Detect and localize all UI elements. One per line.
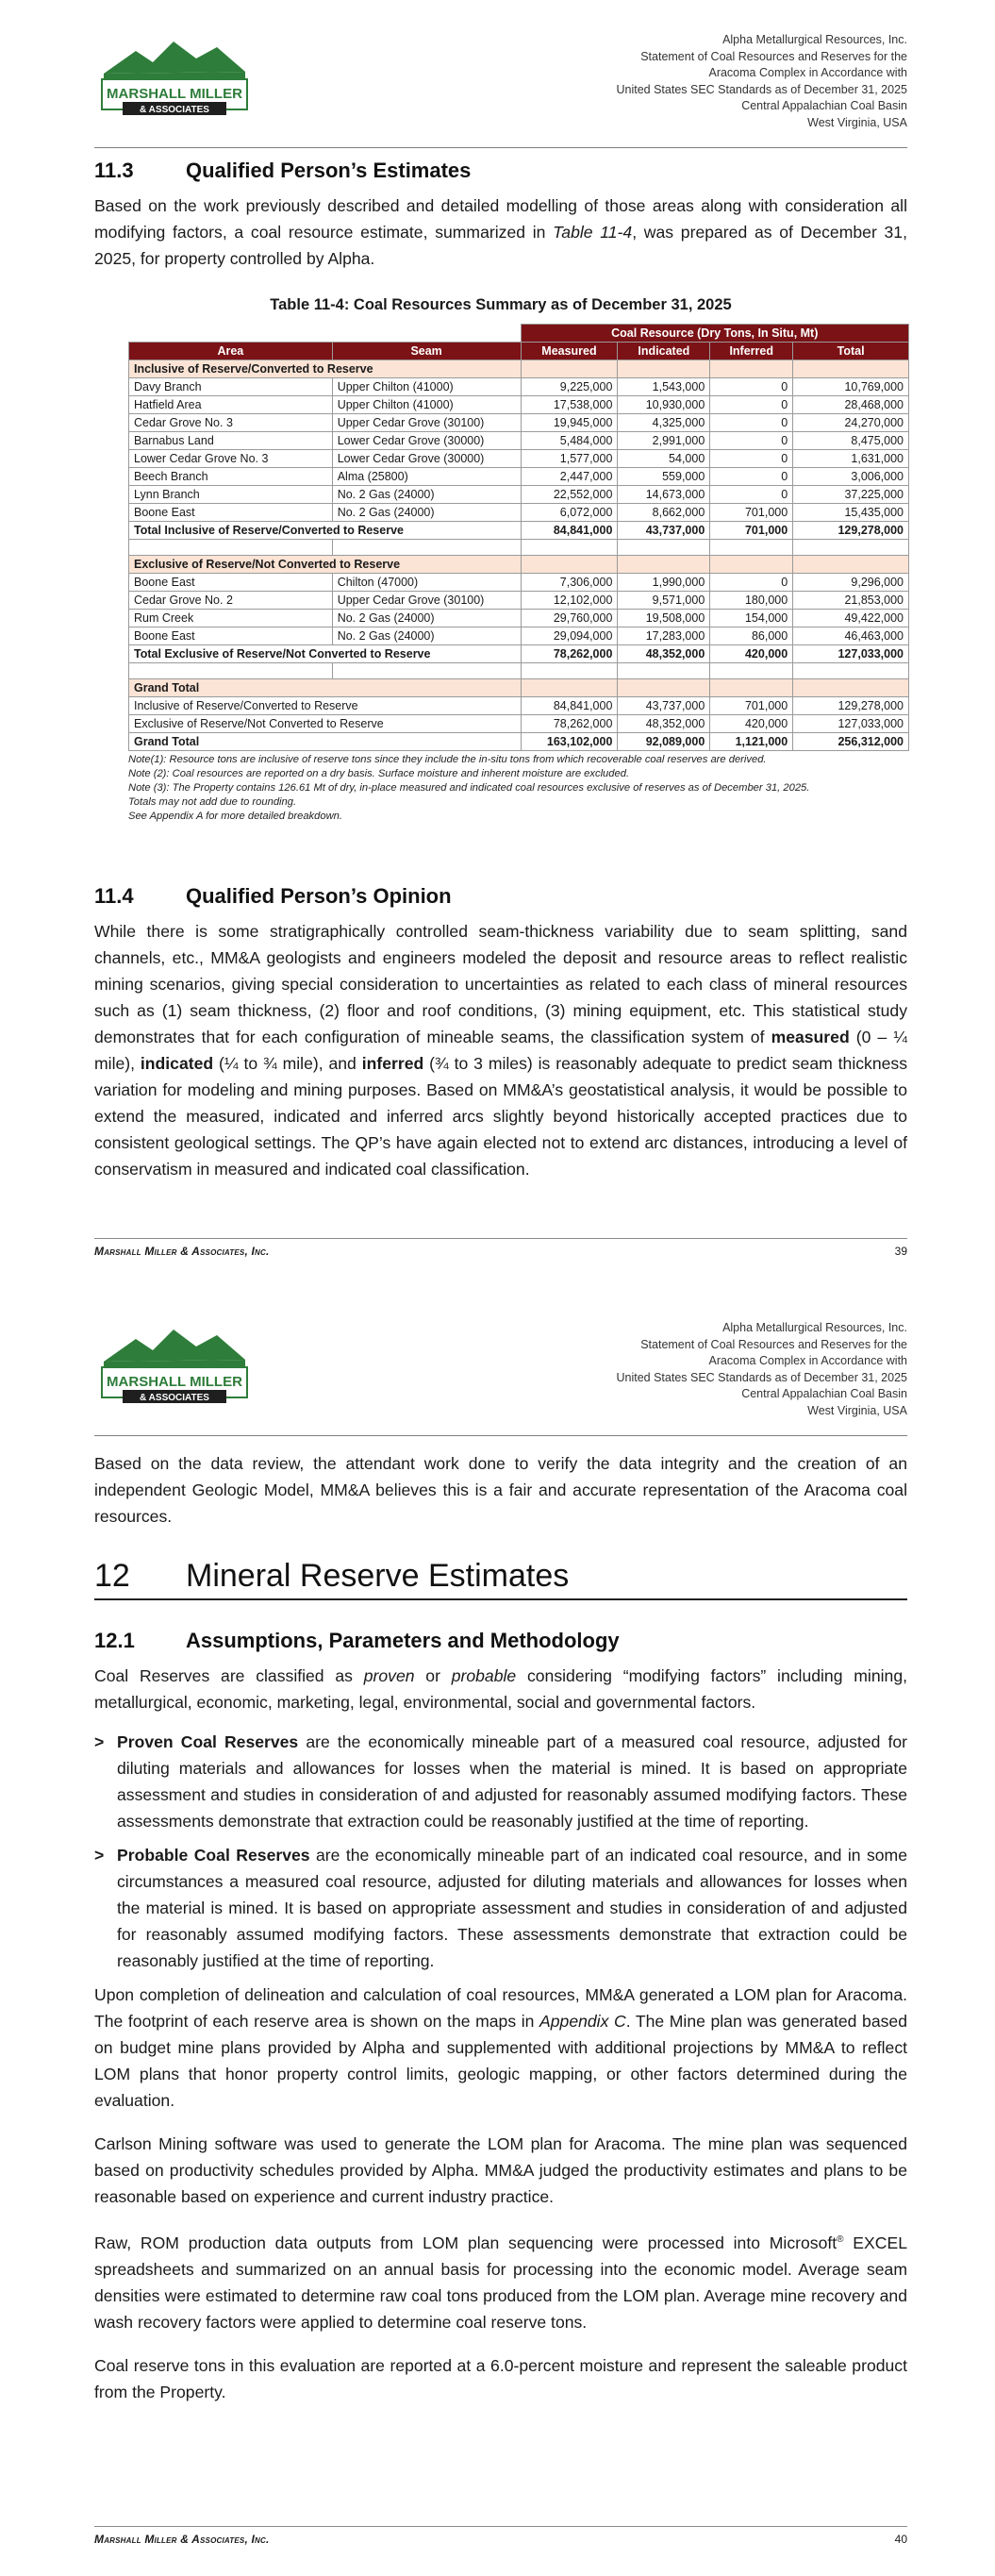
- cell-value: 0: [710, 396, 793, 414]
- note: Totals may not add due to rounding.: [128, 796, 297, 808]
- text-run: Coal Reserves are classified as: [94, 1666, 364, 1685]
- table-reference: Table 11-4: [553, 223, 633, 242]
- logo-text-bottom: & ASSOCIATES: [140, 105, 209, 115]
- cell-value: 127,033,000: [793, 715, 909, 733]
- header-spacer: [129, 325, 333, 343]
- rows-exclusive: [129, 574, 909, 645]
- cell-value: 180,000: [710, 592, 793, 610]
- cell-value: 15,435,000: [793, 504, 909, 522]
- chapter-title: Mineral Reserve Estimates: [186, 1558, 570, 1594]
- blank-cell: [793, 679, 909, 697]
- total-measured: 84,841,000: [521, 522, 618, 540]
- text-run: considering “modifying factors” including mining, metallurgical, economic, marketing, legal, environmental, social and governmental factors.: [94, 1666, 907, 1712]
- footer-brand: Marshall Miller & Associates, Inc.: [94, 1245, 270, 1258]
- chapter-heading: [94, 1558, 907, 1600]
- page-header: [94, 1313, 907, 1436]
- page-number: 40: [894, 2533, 907, 2546]
- total-indicated: 48,352,000: [618, 645, 710, 663]
- paragraph: [94, 918, 907, 1182]
- section-heading: [94, 159, 907, 183]
- cell-area: Boone East: [129, 574, 333, 592]
- cell-value: 0: [710, 486, 793, 504]
- cell-label: Exclusive of Reserve/Not Converted to Reserve: [129, 715, 522, 733]
- total-inferred: 701,000: [710, 522, 793, 540]
- cell-value: 701,000: [710, 504, 793, 522]
- header-line2: Statement of Coal Resources and Reserves for the: [640, 1337, 907, 1351]
- cell-value: 154,000: [710, 610, 793, 627]
- table-row: [129, 432, 909, 450]
- cell-value: 22,552,000: [521, 486, 618, 504]
- cell-value: 17,283,000: [618, 627, 710, 645]
- cell-value: 28,468,000: [793, 396, 909, 414]
- cell-seam: No. 2 Gas (24000): [332, 504, 521, 522]
- cell-value: 14,673,000: [618, 486, 710, 504]
- bullet-probable: [94, 1842, 907, 1974]
- text-run: (0 – ¼ mile),: [94, 1028, 907, 1073]
- section-row-exclusive: Exclusive of Reserve/Not Converted to Reserve: [129, 556, 522, 574]
- paragraph: [94, 2227, 907, 2335]
- cell-value: 701,000: [710, 697, 793, 715]
- total-label: Total Inclusive of Reserve/Converted to Reserve: [129, 522, 522, 540]
- blank-cell: [710, 556, 793, 574]
- text-run: are the economically mineable part of a measured coal resource, adjusted for diluting materials and allowances for losses when the material is mined. It is based on appropriate assessment and studies in consideration of and adjusted for reasonably assumed modifying factors. These assessments demonstrate that extraction could be reasonably justified at the time of reporting.: [117, 1732, 908, 1831]
- term-proven: proven: [363, 1666, 415, 1685]
- registered-mark: ®: [837, 2234, 844, 2245]
- cell-value: 49,422,000: [793, 610, 909, 627]
- col-indicated: Indicated: [618, 343, 710, 360]
- text-run: (¾ to 3 miles) is reasonably adequate to predict seam thickness variation for modeling and mining purposes. Based on MM&A’s geostatistical analysis, it would be possible to extend the measured, indicated and inferred arcs slightly beyond historically accepted practices due to consistent geological settings. The QP’s have again elected not to extend arc distances, introducing a level of conservatism in measured and indicated coal classification.: [94, 1054, 907, 1179]
- header-spacer: [332, 325, 521, 343]
- cell-value: 84,841,000: [521, 697, 618, 715]
- text-run: EXCEL spreadsheets and summarized on an annual basis for processing into the economic model. Average seam densities were estimated to determine raw coal tons produced from the LOM plan. Average mine recovery and wash recovery factors were applied to determine coal reserve tons.: [94, 2233, 907, 2332]
- cell-value: 5,484,000: [521, 432, 618, 450]
- table-caption: Table 11-4: Coal Resources Summary as of December 31, 2025: [270, 296, 732, 313]
- table-row: [129, 486, 909, 504]
- col-inferred: Inferred: [710, 343, 793, 360]
- bullet-marker: >: [94, 1732, 105, 1751]
- total-indicated: 43,737,000: [618, 522, 710, 540]
- col-measured: Measured: [521, 343, 618, 360]
- note: See Appendix A for more detailed breakdown.: [128, 811, 342, 822]
- table-notes: [128, 753, 907, 824]
- cell-value: 9,296,000: [793, 574, 909, 592]
- cell-value: 10,930,000: [618, 396, 710, 414]
- cell-seam: Lower Cedar Grove (30000): [332, 432, 521, 450]
- section-number: 11.3: [94, 159, 134, 182]
- note: Note(1): Resource tons are inclusive of reserve tons since they include the in-situ tons from which recoverable coal reserves are derived.: [128, 754, 767, 765]
- cell-value: 1,543,000: [618, 378, 710, 396]
- cell-value: 9,225,000: [521, 378, 618, 396]
- page-number: 39: [894, 1245, 907, 1258]
- cell-seam: No. 2 Gas (24000): [332, 627, 521, 645]
- group-header: Coal Resource (Dry Tons, In Situ, Mt): [521, 325, 908, 343]
- cell-value: 2,991,000: [618, 432, 710, 450]
- intro-paragraph: Based on the data review, the attendant work done to verify the data integrity and the creation of an independent Geologic Model, MM&A believes this is a fair and accurate representation of the Aracoma coal resources.: [94, 1454, 907, 1526]
- section-number: 12.1: [94, 1629, 135, 1652]
- marshall-miller-logo: [98, 1318, 251, 1409]
- cell-seam: No. 2 Gas (24000): [332, 610, 521, 627]
- cell-value: 54,000: [618, 450, 710, 468]
- header-text: [616, 1320, 907, 1419]
- cell-value: 4,325,000: [618, 414, 710, 432]
- cell-seam: Upper Cedar Grove (30100): [332, 414, 521, 432]
- cell-value: 24,270,000: [793, 414, 909, 432]
- table-row: [129, 414, 909, 432]
- page-header: [94, 25, 907, 148]
- cell-value: 8,475,000: [793, 432, 909, 450]
- marshall-miller-logo: [98, 30, 251, 121]
- section-title: Qualified Person’s Estimates: [186, 159, 472, 182]
- text-run: (¼ to ¾ mile), and: [213, 1054, 362, 1073]
- table-row: [129, 715, 909, 733]
- header-line3: Aracoma Complex in Accordance with: [708, 1354, 907, 1367]
- bullet-proven: [94, 1729, 907, 1834]
- term-inferred: inferred: [361, 1054, 424, 1073]
- table-row: [129, 627, 909, 645]
- blank-cell: [793, 540, 909, 556]
- cell-seam: Upper Cedar Grove (30100): [332, 592, 521, 610]
- blank-cell: [521, 556, 618, 574]
- page40-body: [94, 1450, 907, 2405]
- header-company: Alpha Metallurgical Resources, Inc.: [722, 1321, 907, 1334]
- table-row: [129, 697, 909, 715]
- cell-value: 9,571,000: [618, 592, 710, 610]
- logo-text-top: MARSHALL MILLER: [107, 86, 242, 102]
- rows-grand-total: [129, 697, 909, 733]
- blank-cell: [129, 663, 333, 679]
- blank-cell: [521, 540, 618, 556]
- text-run: Raw, ROM production data outputs from LOM plan sequencing were processed into Microsoft: [94, 2233, 837, 2252]
- paragraph: [94, 1982, 907, 2114]
- cell-area: Beech Branch: [129, 468, 333, 486]
- blank-cell: [710, 679, 793, 697]
- blank-cell: [332, 540, 521, 556]
- total-measured: 163,102,000: [521, 733, 618, 751]
- page-footer: [94, 1238, 907, 1258]
- table-row: [129, 592, 909, 610]
- cell-value: 19,508,000: [618, 610, 710, 627]
- blank-cell: [618, 679, 710, 697]
- chapter-number: 12: [94, 1558, 130, 1594]
- header-line4: United States SEC Standards as of December 31, 2025: [616, 82, 907, 96]
- header-line5: Central Appalachian Coal Basin: [741, 1387, 907, 1400]
- blank-cell: [710, 360, 793, 378]
- paragraph: [94, 1663, 907, 1715]
- total-row-exclusive: [129, 645, 909, 663]
- section-heading: [94, 884, 907, 909]
- cell-value: 7,306,000: [521, 574, 618, 592]
- total-label: Total Exclusive of Reserve/Not Converted to Reserve: [129, 645, 522, 663]
- blank-cell: [710, 663, 793, 679]
- cell-seam: Chilton (47000): [332, 574, 521, 592]
- cell-value: 29,094,000: [521, 627, 618, 645]
- term-proven-reserves: Proven Coal Reserves: [117, 1732, 299, 1751]
- cell-value: 559,000: [618, 468, 710, 486]
- cell-area: Cedar Grove No. 2: [129, 592, 333, 610]
- text-run: . The Mine plan was generated based on budget mine plans provided by Alpha and supplemented with additional projections by MM&A to reflect LOM plans that honor property control limits, geologic mapping, or other factors determined during the evaluation.: [94, 2012, 907, 2110]
- cell-area: Barnabus Land: [129, 432, 333, 450]
- text-run: are the economically mineable part of an indicated coal resource, and in some circumstances a measured coal resource, adjusted for diluting materials and allowances for losses when the material is mined. It is based on appropriate assessment and studies in consideration of and adjusted for reasonably assumed modifying factors. These assessments demonstrate that extraction could be reasonably justified at the time of reporting.: [117, 1846, 907, 1970]
- cell-value: 17,538,000: [521, 396, 618, 414]
- logo-text-bottom: & ASSOCIATES: [140, 1393, 209, 1403]
- total-inferred: 1,121,000: [710, 733, 793, 751]
- cell-value: 8,662,000: [618, 504, 710, 522]
- cell-area: Hatfield Area: [129, 396, 333, 414]
- cell-value: 1,631,000: [793, 450, 909, 468]
- text-run: or: [414, 1666, 452, 1685]
- total-row-inclusive: [129, 522, 909, 540]
- coal-resources-table: [128, 324, 909, 751]
- blank-cell: [521, 679, 618, 697]
- cell-value: 129,278,000: [793, 697, 909, 715]
- section-number: 11.4: [94, 884, 134, 908]
- cell-value: 0: [710, 468, 793, 486]
- cell-value: 0: [710, 414, 793, 432]
- total-total: 256,312,000: [793, 733, 909, 751]
- section-title: Assumptions, Parameters and Methodology: [186, 1629, 620, 1652]
- blank-cell: [710, 540, 793, 556]
- blank-cell: [521, 360, 618, 378]
- header-line5: Central Appalachian Coal Basin: [741, 99, 907, 112]
- cell-area: Cedar Grove No. 3: [129, 414, 333, 432]
- term-measured: measured: [771, 1028, 850, 1046]
- header-text: [616, 32, 907, 131]
- table-row: [129, 610, 909, 627]
- cell-value: 86,000: [710, 627, 793, 645]
- total-label: Grand Total: [129, 733, 522, 751]
- section-11-3: [94, 159, 907, 272]
- total-indicated: 92,089,000: [618, 733, 710, 751]
- cell-seam: Upper Chilton (41000): [332, 396, 521, 414]
- bullet-marker: >: [94, 1846, 105, 1865]
- text-run: , was prepared as of December 31, 2025, for property controlled by Alpha.: [94, 223, 907, 268]
- term-probable: probable: [451, 1666, 517, 1685]
- cell-seam: Upper Chilton (41000): [332, 378, 521, 396]
- cell-value: 48,352,000: [618, 715, 710, 733]
- cell-area: Rum Creek: [129, 610, 333, 627]
- header-line3: Aracoma Complex in Accordance with: [708, 66, 907, 79]
- table-row: [129, 378, 909, 396]
- cell-value: 78,262,000: [521, 715, 618, 733]
- paragraph: Carlson Mining software was used to generate the LOM plan for Aracoma. The mine plan was sequenced based on productivity schedules provided by Alpha. MM&A judged the productivity estimates and plans to be reasonable based on experience and current industry practice.: [94, 2134, 907, 2206]
- cell-area: Lower Cedar Grove No. 3: [129, 450, 333, 468]
- text-run: While there is some stratigraphically controlled seam-thickness variability due to seam splitting, sand channels, etc., MM&A geologists and engineers modeled the deposit and resource areas to reflect realistic mining scenarios, giving special consideration to uncertainties as related to each class of mineral resources such as (1) seam thickness, (2) floor and roof conditions, (3) mining equipment, etc. This statistical study demonstrates that for each configuration of mineable seams, the classification system of: [94, 922, 907, 1046]
- page-footer: [94, 2526, 907, 2546]
- cell-seam: No. 2 Gas (24000): [332, 486, 521, 504]
- blank-cell: [618, 360, 710, 378]
- cell-area: Davy Branch: [129, 378, 333, 396]
- section-title: Qualified Person’s Opinion: [186, 884, 452, 908]
- page-40: [0, 1288, 995, 2576]
- cell-value: 3,006,000: [793, 468, 909, 486]
- cell-value: 2,447,000: [521, 468, 618, 486]
- blank-cell: [618, 556, 710, 574]
- coal-resources-table-wrapper: [94, 324, 907, 824]
- cell-value: 37,225,000: [793, 486, 909, 504]
- table-row: [129, 468, 909, 486]
- cell-value: 0: [710, 378, 793, 396]
- cell-value: 29,760,000: [521, 610, 618, 627]
- header-line6: West Virginia, USA: [807, 1403, 907, 1417]
- cell-value: 1,990,000: [618, 574, 710, 592]
- col-seam: Seam: [332, 343, 521, 360]
- header-line4: United States SEC Standards as of December 31, 2025: [616, 1370, 907, 1384]
- paragraph: Coal reserve tons in this evaluation are reported at a 6.0-percent moisture and represent the saleable product from the Property.: [94, 2355, 907, 2401]
- cell-value: 0: [710, 432, 793, 450]
- grand-total-row: [129, 733, 909, 751]
- table-row: [129, 450, 909, 468]
- text-run: Based on the work previously described and detailed modelling of those areas along with consideration all modifying factors, a coal resource estimate, summarized in: [94, 196, 907, 242]
- cell-seam: Alma (25800): [332, 468, 521, 486]
- cell-value: 0: [710, 450, 793, 468]
- blank-cell: [793, 360, 909, 378]
- blank-cell: [793, 556, 909, 574]
- blank-cell: [129, 540, 333, 556]
- header-line2: Statement of Coal Resources and Reserves for the: [640, 49, 907, 63]
- total-inferred: 420,000: [710, 645, 793, 663]
- blank-cell: [618, 663, 710, 679]
- table-row: [129, 396, 909, 414]
- note: Note (3): The Property contains 126.61 Mt of dry, in-place measured and indicated coal resources exclusive of reserves as of December 31, 2025.: [128, 782, 810, 794]
- cell-value: 21,853,000: [793, 592, 909, 610]
- cell-value: 1,577,000: [521, 450, 618, 468]
- total-total: 129,278,000: [793, 522, 909, 540]
- rows-inclusive: [129, 378, 909, 522]
- section-11-4: [94, 884, 907, 1182]
- blank-cell: [521, 663, 618, 679]
- col-total: Total: [793, 343, 909, 360]
- cell-value: 0: [710, 574, 793, 592]
- section-heading: [94, 1629, 907, 1653]
- paragraph: [94, 192, 907, 272]
- cell-area: Boone East: [129, 627, 333, 645]
- term-probable-reserves: Probable Coal Reserves: [117, 1846, 310, 1865]
- cell-value: 43,737,000: [618, 697, 710, 715]
- footer-brand: Marshall Miller & Associates, Inc.: [94, 2533, 270, 2546]
- note: Note (2): Coal resources are reported on a dry basis. Surface moisture and inherent moisture are excluded.: [128, 768, 630, 779]
- header-line6: West Virginia, USA: [807, 115, 907, 129]
- blank-cell: [618, 540, 710, 556]
- cell-value: 10,769,000: [793, 378, 909, 396]
- cell-area: Lynn Branch: [129, 486, 333, 504]
- cell-value: 420,000: [710, 715, 793, 733]
- cell-value: 19,945,000: [521, 414, 618, 432]
- appendix-reference: Appendix C: [539, 2012, 626, 2031]
- cell-label: Inclusive of Reserve/Converted to Reserve: [129, 697, 522, 715]
- blank-cell: [332, 663, 521, 679]
- logo-text-top: MARSHALL MILLER: [107, 1374, 242, 1390]
- total-total: 127,033,000: [793, 645, 909, 663]
- term-indicated: indicated: [140, 1054, 214, 1073]
- cell-seam: Lower Cedar Grove (30000): [332, 450, 521, 468]
- cell-value: 12,102,000: [521, 592, 618, 610]
- section-row-grand-total: Grand Total: [129, 679, 522, 697]
- cell-area: Boone East: [129, 504, 333, 522]
- cell-value: 6,072,000: [521, 504, 618, 522]
- table-row: [129, 504, 909, 522]
- header-company: Alpha Metallurgical Resources, Inc.: [722, 33, 907, 46]
- blank-cell: [793, 663, 909, 679]
- col-area: Area: [129, 343, 333, 360]
- section-row-inclusive: Inclusive of Reserve/Converted to Reserve: [129, 360, 522, 378]
- cell-value: 46,463,000: [793, 627, 909, 645]
- total-measured: 78,262,000: [521, 645, 618, 663]
- text-run: Upon completion of delineation and calculation of coal resources, MM&A generated a LOM plan for Aracoma. The footprint of each reserve area is shown on the maps in: [94, 1985, 907, 2031]
- table-row: [129, 574, 909, 592]
